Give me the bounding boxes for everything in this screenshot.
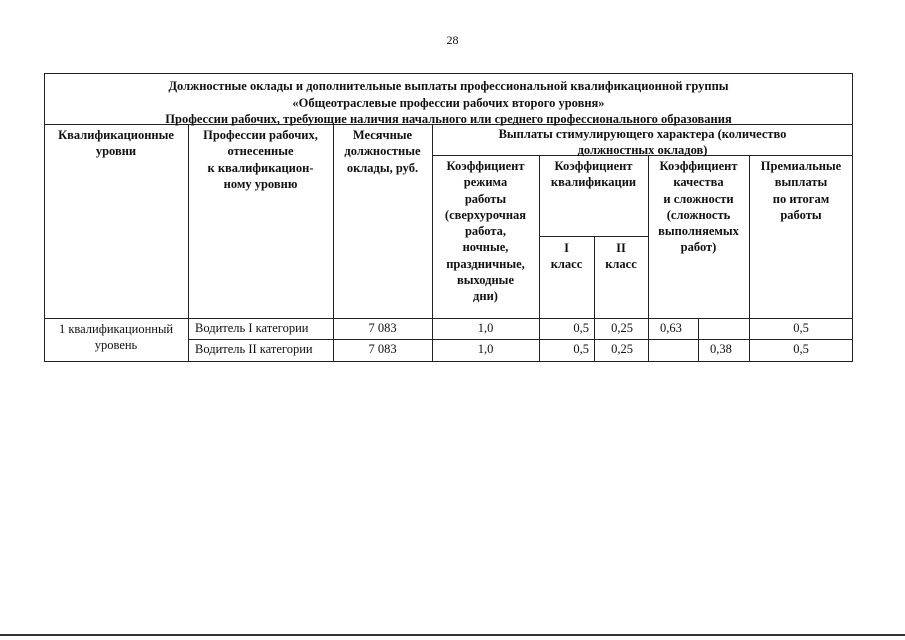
row-2-bonus: 0,5 <box>793 342 809 356</box>
qualification-level: 1 квалификационный уровень <box>58 322 174 353</box>
row-1-mode: 1,0 <box>477 321 494 335</box>
title-line-1: Должностные оклады и дополнительные выплаты профессиональной квалификационной группы <box>168 79 729 93</box>
row-2-class-2: 0,25 <box>611 342 633 356</box>
column-divider-7 <box>698 318 699 362</box>
header-salary: Месячные должностные оклады, руб. <box>344 128 421 175</box>
row-2-quality-b: 0,38 <box>710 342 732 356</box>
row-2-salary: 7 083 <box>368 342 397 356</box>
header-mode-coefficient: Коэффициент режима работы (сверхурочная работа, ночные, праздничные, выходные дни) <box>444 159 527 304</box>
header-class-2: II класс <box>605 241 637 272</box>
title-line-2: «Общеотраслевые профессии рабочих второго уровня» <box>292 95 605 110</box>
header-bottom-divider <box>44 318 853 319</box>
header-bonus: Премиальные выплаты по итогам работы <box>760 159 842 222</box>
row-1-quality-a: 0,63 <box>660 321 682 335</box>
header-class-1: I класс <box>550 241 583 272</box>
table-title <box>44 78 853 128</box>
header-professions: Профессии рабочих, отнесенные к квалификацион- ному уровню <box>203 128 318 191</box>
page-number: 28 <box>446 33 459 47</box>
scan-edge-line <box>0 634 905 636</box>
title-divider <box>44 124 853 125</box>
row-1-profession: Водитель I категории <box>195 321 309 335</box>
row-1-salary: 7 083 <box>368 321 397 335</box>
row-1-bonus: 0,5 <box>793 321 809 335</box>
row-divider <box>188 339 853 340</box>
header-stimulating-payments: Выплаты стимулирующего характера (количество должностных окладов) <box>498 127 787 158</box>
row-1-class-2: 0,25 <box>611 321 633 335</box>
title-line-3: Профессии рабочих, требующие наличия начального или среднего профессионального образования <box>165 112 732 126</box>
header-qualification-coefficient: Коэффициент квалификации <box>550 159 637 190</box>
header-levels: Квалификационные уровни <box>58 128 174 159</box>
header-quality-coefficient: Коэффициент качества и сложности (сложность выполняемых работ) <box>658 159 739 255</box>
row-1-class-1: 0,5 <box>573 321 589 335</box>
row-2-mode: 1,0 <box>477 342 494 356</box>
row-2-profession: Водитель II категории <box>195 342 313 356</box>
row-2-class-1: 0,5 <box>573 342 589 356</box>
